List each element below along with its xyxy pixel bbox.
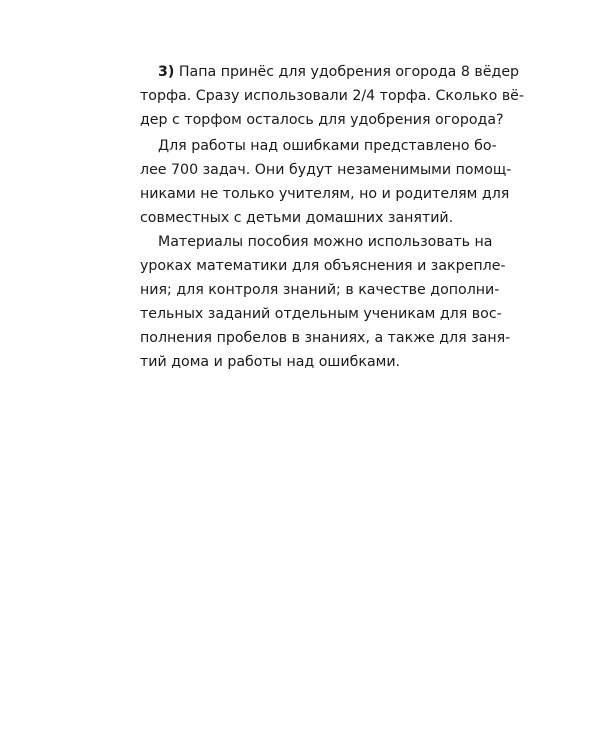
paragraph2-line-6: тий дома и работы над ошибками. (140, 354, 401, 370)
paragraph1-line-2: лее 700 задач. Они будут незаменимыми помощ- (140, 162, 512, 178)
paragraph1-line-1: Для работы над ошибками представлено бо- (158, 138, 497, 154)
paragraph2-line-3: ния; для контроля знаний; в качестве дополни- (140, 282, 500, 298)
paragraph1-line-3: никами не только учителям, но и родителям для (140, 186, 510, 202)
task-line-2: торфа. Сразу использовали 2/4 торфа. Сколько вё- (140, 88, 525, 104)
task-line-1 (158, 60, 520, 84)
task-number: 3) (158, 64, 175, 80)
paragraph2-line-4: тельных заданий отдельным ученикам для вос- (140, 306, 502, 322)
paragraph2-line-2: уроках математики для объяснения и закрепле- (140, 258, 506, 274)
paragraph2-line-1: Материалы пособия можно использовать на (158, 234, 493, 250)
task-line-3: дер с торфом осталось для удобрения огорода? (140, 112, 504, 128)
paragraph1-line-4: совместных с детьми домашних занятий. (140, 210, 454, 226)
paragraph2-line-5: полнения пробелов в знаниях, а также для заня- (140, 330, 511, 346)
task-text-1: Папа принёс для удобрения огорода 8 вёдер (178, 64, 520, 80)
